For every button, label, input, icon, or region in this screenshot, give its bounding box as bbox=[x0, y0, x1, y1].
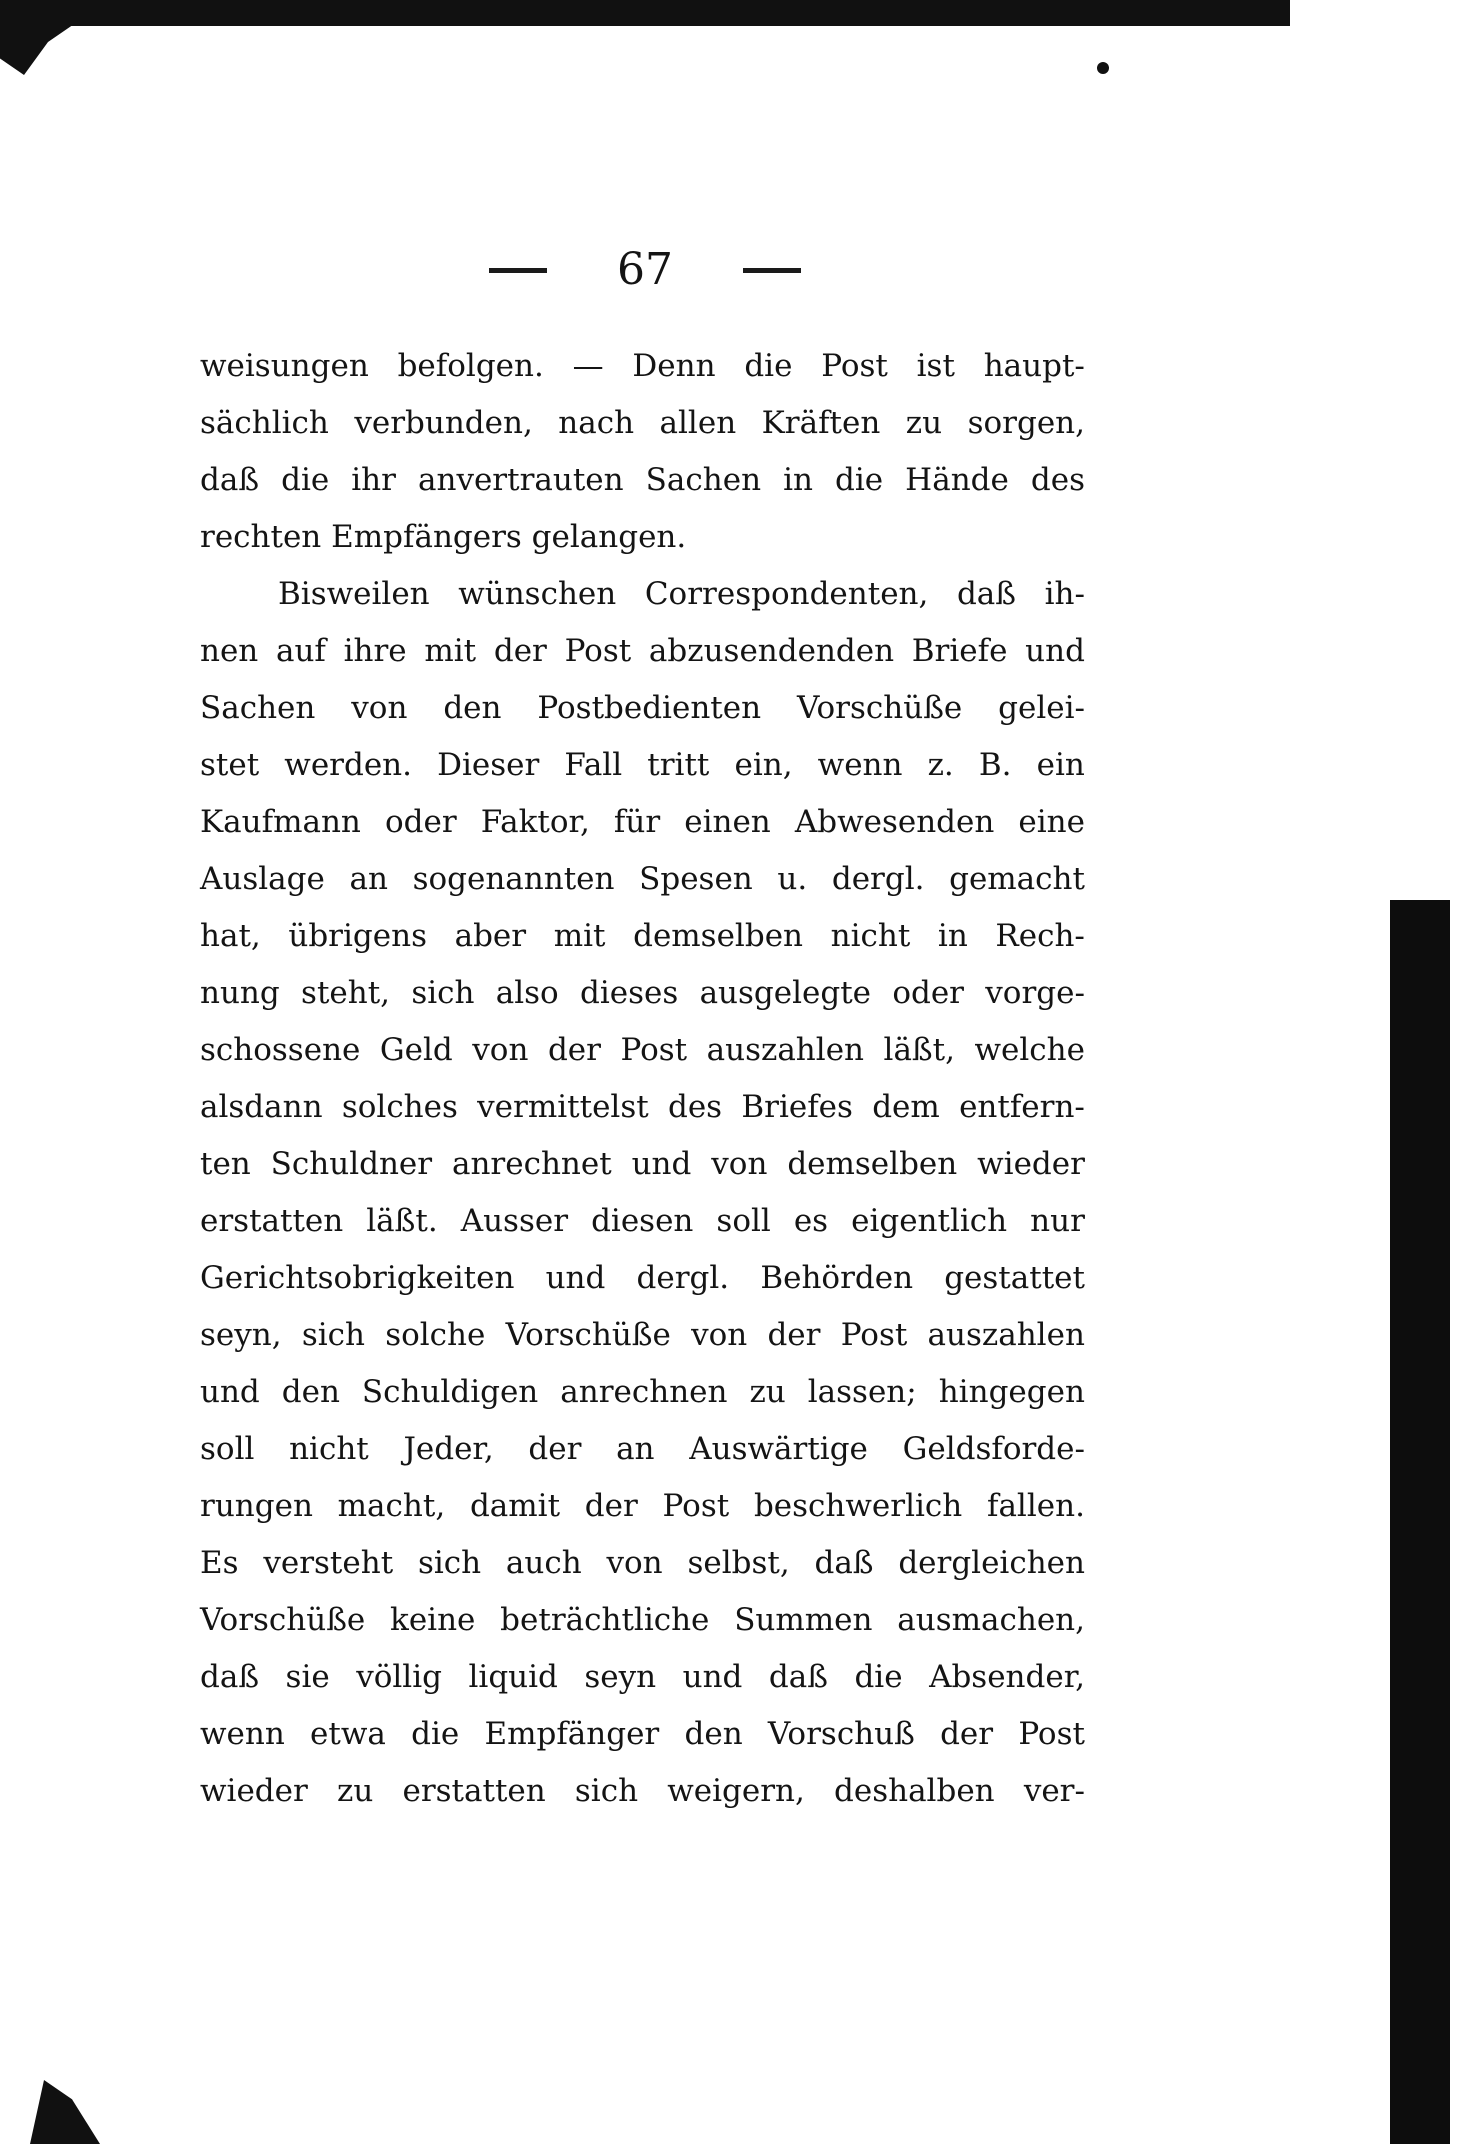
text-line: und den Schuldigen anrechnen zu lassen; hingegen bbox=[200, 1374, 1085, 1410]
text-line: rungen macht, damit der Post beschwerlich fallen. bbox=[200, 1488, 1085, 1524]
body-text bbox=[200, 338, 1085, 1820]
scan-edge-top bbox=[0, 0, 1290, 26]
text-line: nen auf ihre mit der Post abzusendenden Briefe und bbox=[200, 633, 1085, 669]
text-line: hat, übrigens aber mit demselben nicht in Rech- bbox=[200, 918, 1085, 954]
text-line: wieder zu erstatten sich weigern, deshalben ver- bbox=[200, 1773, 1085, 1809]
header-dash-right bbox=[743, 268, 801, 273]
text-line: seyn, sich solche Vorschüße von der Post auszahlen bbox=[200, 1317, 1085, 1353]
page-header bbox=[0, 240, 1290, 300]
text-line: Es versteht sich auch von selbst, daß dergleichen bbox=[200, 1545, 1085, 1581]
text-line: schossene Geld von der Post auszahlen läßt, welche bbox=[200, 1032, 1085, 1068]
text-line: daß sie völlig liquid seyn und daß die Absender, bbox=[200, 1659, 1085, 1695]
scan-edge-right bbox=[1390, 900, 1450, 2144]
text-line: Vorschüße keine beträchtliche Summen ausmachen, bbox=[200, 1602, 1085, 1638]
text-line: Kaufmann oder Faktor, für einen Abwesenden eine bbox=[200, 804, 1085, 840]
text-line: erstatten läßt. Ausser diesen soll es eigentlich nur bbox=[200, 1203, 1085, 1239]
text-line: daß die ihr anvertrauten Sachen in die Hände des bbox=[200, 462, 1085, 498]
paragraph-2 bbox=[200, 566, 1085, 1820]
text-line: Sachen von den Postbedienten Vorschüße gelei- bbox=[200, 690, 1085, 726]
text-line: sächlich verbunden, nach allen Kräften zu sorgen, bbox=[200, 405, 1085, 441]
scan-corner-bottom bbox=[30, 2080, 100, 2144]
text-line: wenn etwa die Empfänger den Vorschuß der Post bbox=[200, 1716, 1085, 1752]
text-line: Auslage an sogenannten Spesen u. dergl. gemacht bbox=[200, 861, 1085, 897]
text-line: rechten Empfängers gelangen. bbox=[200, 519, 687, 555]
text-line: stet werden. Dieser Fall tritt ein, wenn z. B. ein bbox=[200, 747, 1085, 783]
text-line: weisungen befolgen. — Denn die Post ist haupt- bbox=[200, 348, 1085, 384]
text-line: soll nicht Jeder, der an Auswärtige Geldsforde- bbox=[200, 1431, 1085, 1467]
text-line: Bisweilen wünschen Correspondenten, daß ih- bbox=[278, 576, 1085, 612]
text-line: ten Schuldner anrechnet und von demselben wieder bbox=[200, 1146, 1085, 1182]
text-line: nung steht, sich also dieses ausgelegte oder vorge- bbox=[200, 975, 1085, 1011]
text-line: Gerichtsobrigkeiten und dergl. Behörden gestattet bbox=[200, 1260, 1085, 1296]
header-dash-left bbox=[489, 268, 547, 273]
paragraph-1 bbox=[200, 338, 1085, 566]
text-line: alsdann solches vermittelst des Briefes dem entfern- bbox=[200, 1089, 1085, 1125]
scan-dot bbox=[1097, 62, 1109, 74]
scan-corner-top bbox=[0, 20, 80, 75]
page-number: 67 bbox=[617, 244, 673, 295]
